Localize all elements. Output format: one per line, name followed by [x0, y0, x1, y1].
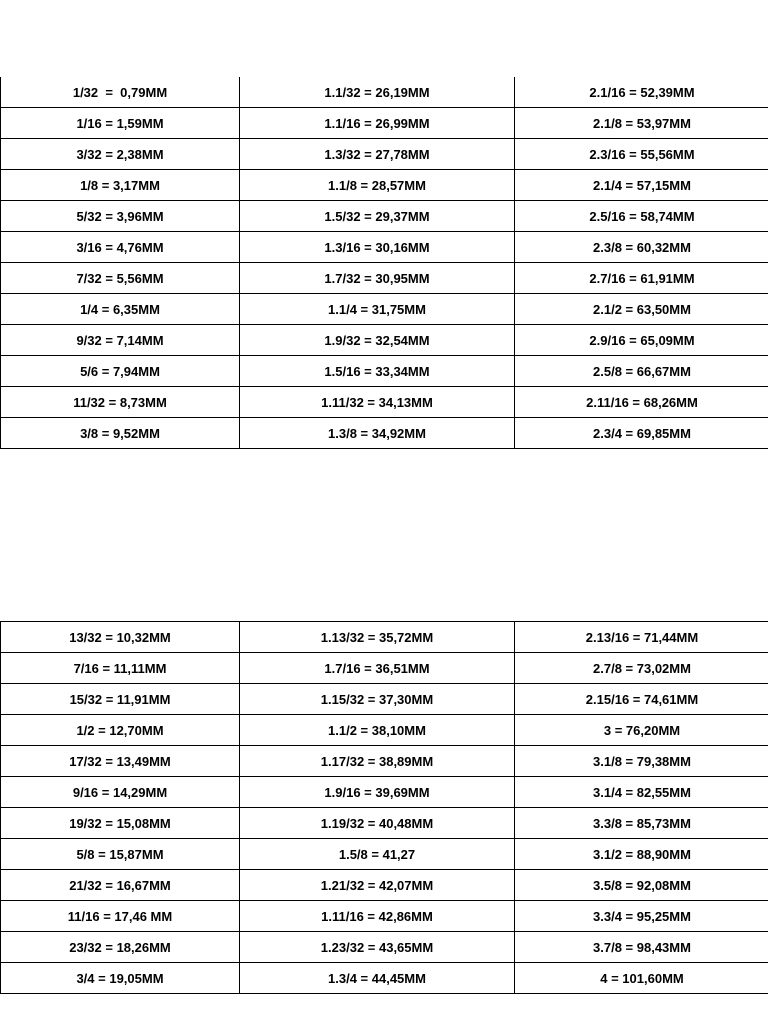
- table-row: [1, 777, 768, 808]
- table-row: [1, 387, 768, 418]
- conversion-cell: 5/32 = 3,96MM: [1, 201, 240, 232]
- conversion-cell: 2.11/16 = 68,26MM: [515, 387, 768, 418]
- conversion-cell: 3.1/2 = 88,90MM: [515, 839, 768, 870]
- table-body: [1, 622, 768, 994]
- conversion-cell: 2.3/16 = 55,56MM: [515, 139, 768, 170]
- conversion-cell: 3.1/8 = 79,38MM: [515, 746, 768, 777]
- conversion-cell: 2.5/16 = 58,74MM: [515, 201, 768, 232]
- conversion-cell: 1.5/32 = 29,37MM: [240, 201, 515, 232]
- table-row: [1, 139, 768, 170]
- conversion-cell: 1.21/32 = 42,07MM: [240, 870, 515, 901]
- conversion-cell: 2.13/16 = 71,44MM: [515, 622, 768, 653]
- table-row: [1, 232, 768, 263]
- conversion-cell: 7/32 = 5,56MM: [1, 263, 240, 294]
- table-row: [1, 963, 768, 994]
- conversion-cell: 23/32 = 18,26MM: [1, 932, 240, 963]
- conversion-cell: 3/8 = 9,52MM: [1, 418, 240, 449]
- table-row: [1, 839, 768, 870]
- table-row: [1, 108, 768, 139]
- conversion-cell: 3/32 = 2,38MM: [1, 139, 240, 170]
- conversion-cell: 1.1/4 = 31,75MM: [240, 294, 515, 325]
- conversion-cell: 1.3/32 = 27,78MM: [240, 139, 515, 170]
- conversion-cell: 3/4 = 19,05MM: [1, 963, 240, 994]
- conversion-cell: 5/6 = 7,94MM: [1, 356, 240, 387]
- conversion-cell: 21/32 = 16,67MM: [1, 870, 240, 901]
- conversion-cell: 3.3/8 = 85,73MM: [515, 808, 768, 839]
- conversion-cell: 2.15/16 = 74,61MM: [515, 684, 768, 715]
- conversion-cell: 2.7/8 = 73,02MM: [515, 653, 768, 684]
- table-row: [1, 263, 768, 294]
- conversion-cell: 1.5/8 = 41,27: [240, 839, 515, 870]
- conversion-cell: 1/4 = 6,35MM: [1, 294, 240, 325]
- table-row: [1, 715, 768, 746]
- conversion-cell: 2.5/8 = 66,67MM: [515, 356, 768, 387]
- conversion-cell: 15/32 = 11,91MM: [1, 684, 240, 715]
- conversion-cell: 3.1/4 = 82,55MM: [515, 777, 768, 808]
- conversion-cell: 1.1/2 = 38,10MM: [240, 715, 515, 746]
- conversion-cell: 19/32 = 15,08MM: [1, 808, 240, 839]
- table-row: [1, 684, 768, 715]
- table-row: [1, 325, 768, 356]
- conversion-cell: 13/32 = 10,32MM: [1, 622, 240, 653]
- conversion-cell: 1.7/16 = 36,51MM: [240, 653, 515, 684]
- conversion-cell: 1.1/8 = 28,57MM: [240, 170, 515, 201]
- conversion-cell: 1.11/32 = 34,13MM: [240, 387, 515, 418]
- conversion-cell: 11/16 = 17,46 MM: [1, 901, 240, 932]
- conversion-cell: 11/32 = 8,73MM: [1, 387, 240, 418]
- table-row: [1, 901, 768, 932]
- table-row: [1, 870, 768, 901]
- table-row: [1, 808, 768, 839]
- conversion-cell: 1.9/16 = 39,69MM: [240, 777, 515, 808]
- conversion-cell: 9/32 = 7,14MM: [1, 325, 240, 356]
- conversion-cell: 2.1/4 = 57,15MM: [515, 170, 768, 201]
- conversion-cell: 3/16 = 4,76MM: [1, 232, 240, 263]
- conversion-table-bottom: [0, 621, 768, 994]
- conversion-cell: 1.23/32 = 43,65MM: [240, 932, 515, 963]
- conversion-cell: 3.7/8 = 98,43MM: [515, 932, 768, 963]
- conversion-cell: 2.3/8 = 60,32MM: [515, 232, 768, 263]
- conversion-cell: 1.5/16 = 33,34MM: [240, 356, 515, 387]
- table-row: [1, 932, 768, 963]
- conversion-cell: 2.1/8 = 53,97MM: [515, 108, 768, 139]
- conversion-cell: 3.3/4 = 95,25MM: [515, 901, 768, 932]
- conversion-cell: 2.3/4 = 69,85MM: [515, 418, 768, 449]
- table-body: [1, 77, 768, 449]
- conversion-cell: 1.15/32 = 37,30MM: [240, 684, 515, 715]
- table-row: [1, 418, 768, 449]
- conversion-cell: 2.1/16 = 52,39MM: [515, 77, 768, 108]
- table-row: [1, 201, 768, 232]
- conversion-cell: 9/16 = 14,29MM: [1, 777, 240, 808]
- table-row: [1, 653, 768, 684]
- table-row: [1, 170, 768, 201]
- table-row: [1, 746, 768, 777]
- conversion-cell: 1.3/4 = 44,45MM: [240, 963, 515, 994]
- conversion-cell: 1.17/32 = 38,89MM: [240, 746, 515, 777]
- conversion-cell: 1.1/32 = 26,19MM: [240, 77, 515, 108]
- conversion-cell: 1/16 = 1,59MM: [1, 108, 240, 139]
- conversion-cell: 1/2 = 12,70MM: [1, 715, 240, 746]
- conversion-cell: 1.3/8 = 34,92MM: [240, 418, 515, 449]
- conversion-cell: 1/8 = 3,17MM: [1, 170, 240, 201]
- table-row: [1, 77, 768, 108]
- conversion-cell: 3 = 76,20MM: [515, 715, 768, 746]
- table-row: [1, 294, 768, 325]
- conversion-cell: 1.11/16 = 42,86MM: [240, 901, 515, 932]
- conversion-cell: 2.9/16 = 65,09MM: [515, 325, 768, 356]
- conversion-cell: 1.3/16 = 30,16MM: [240, 232, 515, 263]
- conversion-table-top: [0, 77, 768, 449]
- conversion-cell: 17/32 = 13,49MM: [1, 746, 240, 777]
- conversion-cell: 3.5/8 = 92,08MM: [515, 870, 768, 901]
- conversion-cell: 7/16 = 11,11MM: [1, 653, 240, 684]
- table-row: [1, 356, 768, 387]
- conversion-cell: 1/32 = 0,79MM: [1, 77, 240, 108]
- conversion-cell: 5/8 = 15,87MM: [1, 839, 240, 870]
- conversion-cell: 1.19/32 = 40,48MM: [240, 808, 515, 839]
- table-row: [1, 622, 768, 653]
- conversion-cell: 1.1/16 = 26,99MM: [240, 108, 515, 139]
- conversion-cell: 4 = 101,60MM: [515, 963, 768, 994]
- conversion-cell: 1.13/32 = 35,72MM: [240, 622, 515, 653]
- conversion-cell: 1.7/32 = 30,95MM: [240, 263, 515, 294]
- conversion-cell: 1.9/32 = 32,54MM: [240, 325, 515, 356]
- conversion-cell: 2.1/2 = 63,50MM: [515, 294, 768, 325]
- conversion-cell: 2.7/16 = 61,91MM: [515, 263, 768, 294]
